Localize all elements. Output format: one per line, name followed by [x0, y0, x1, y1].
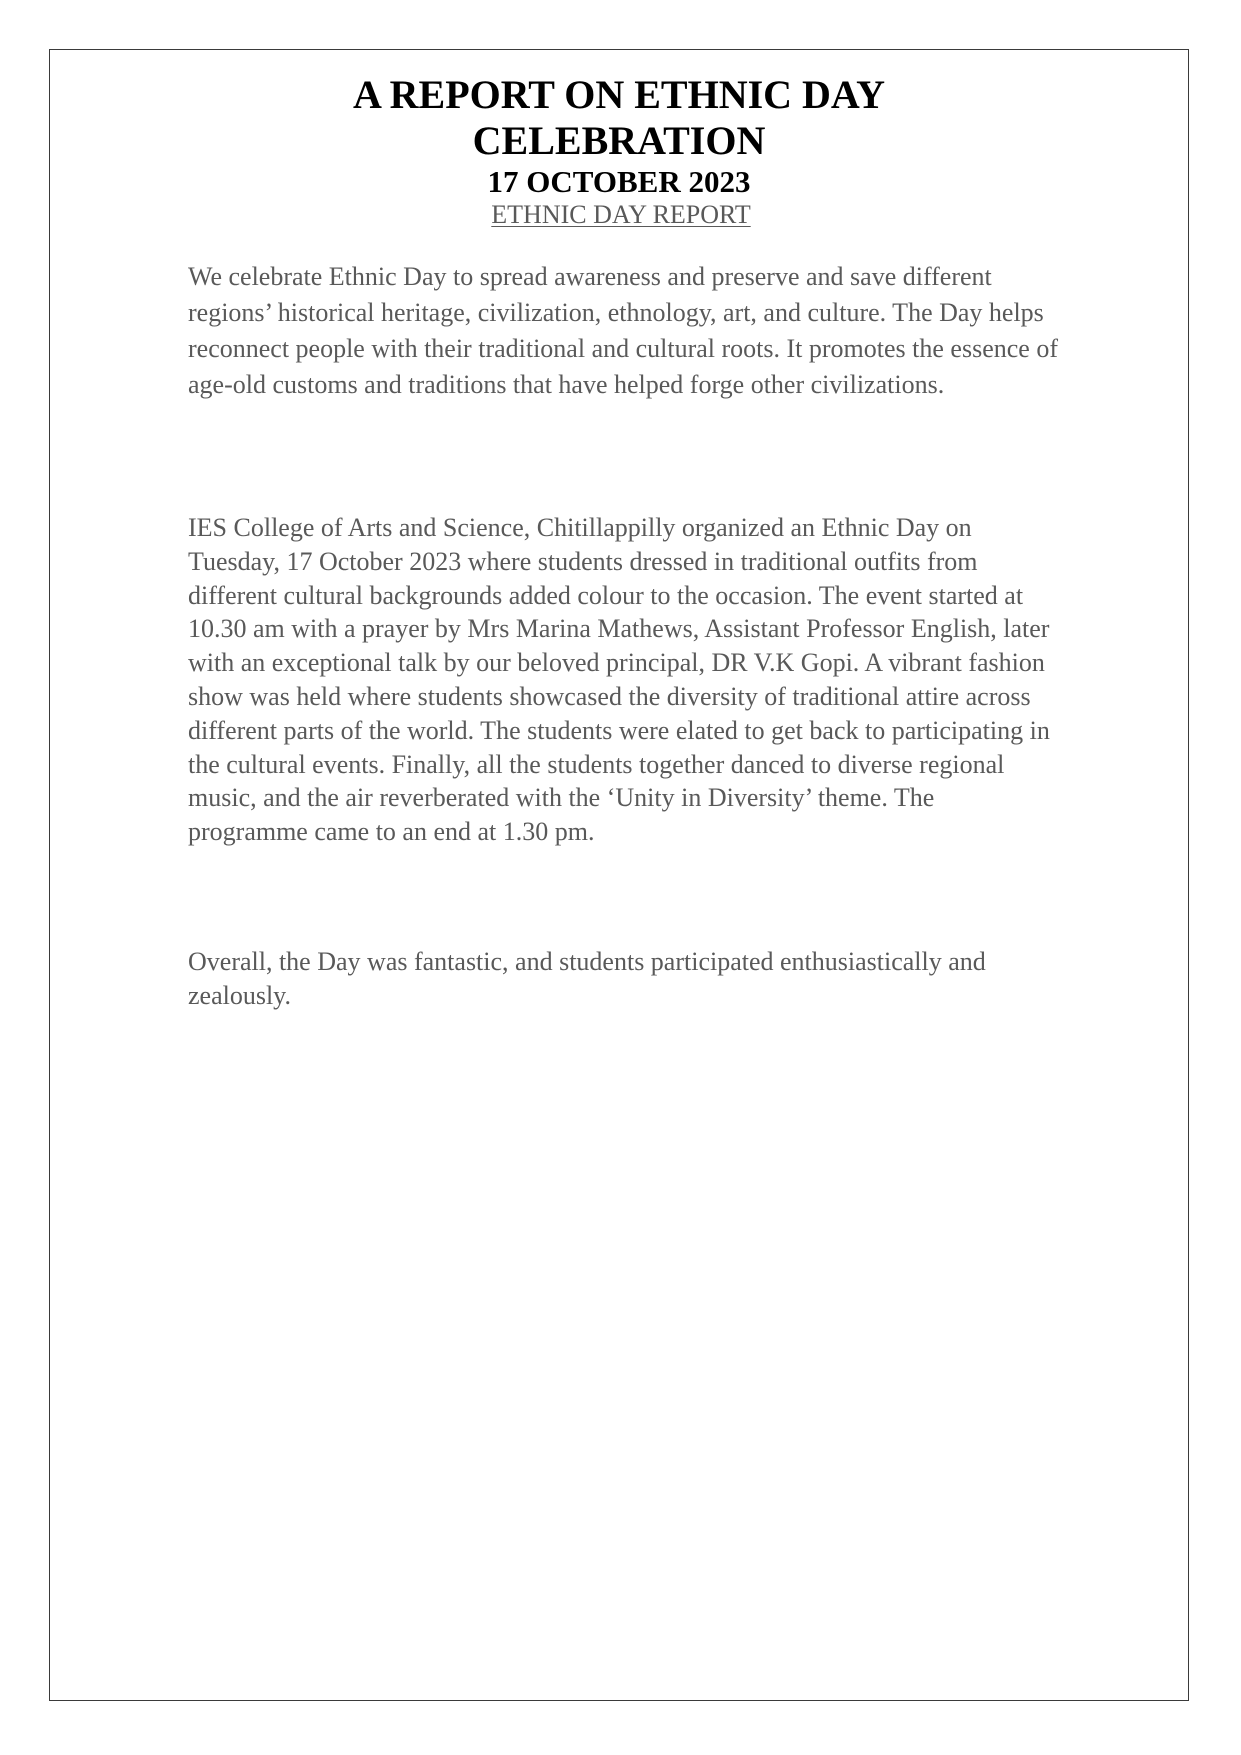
report-header	[49, 72, 1189, 230]
paragraph-event-details: IES College of Arts and Science, Chitillappilly organized an Ethnic Day on Tuesday, 17 October 2023 where students dressed in traditional outfits from different cultural backgrounds added colour to the occasion. The event started at 10.30 am with a prayer by Mrs Marina Mathews, Assistant Professor English, later with an exceptional talk by our beloved principal, DR V.K Gopi. A vibrant fashion show was held where students showcased the diversity of traditional attire across different parts of the world. The students were elated to get back to participating in the cultural events. Finally, all the students together danced to diverse regional music, and the air reverberated with the ‘Unity in Diversity’ theme. The programme came to an end at 1.30 pm.	[188, 513, 1050, 847]
paragraph-introduction: We celebrate Ethnic Day to spread awareness and preserve and save different regions’ historical heritage, civilization, ethnology, art, and culture. The Day helps reconnect people with their traditional and cultural roots. It promotes the essence of age-old customs and traditions that have helped forge other civilizations.	[188, 262, 1058, 399]
report-title-line-2: CELEBRATION	[472, 118, 766, 163]
report-subheading: ETHNIC DAY REPORT	[491, 200, 751, 229]
report-date: 17 OCTOBER 2023	[487, 164, 751, 199]
report-title-line-1: A REPORT ON ETHNIC DAY	[352, 72, 886, 117]
paragraph-conclusion: Overall, the Day was fantastic, and students participated enthusiastically and zealously.	[188, 947, 986, 1010]
